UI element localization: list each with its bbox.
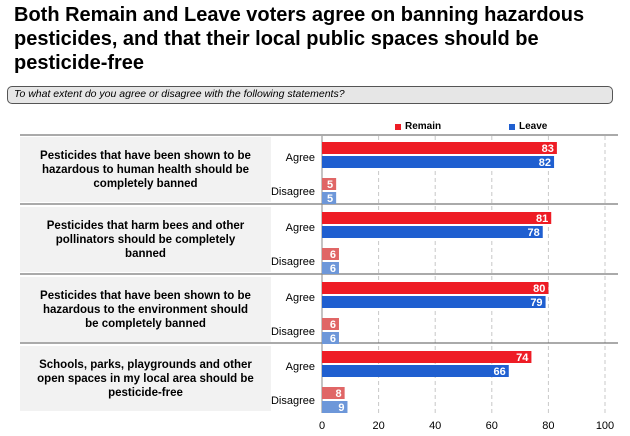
statement-text: Pesticides that have been shown to be hazardous to human health should be completely banned: [40, 149, 251, 190]
response-label-agree: Agree: [285, 152, 315, 164]
x-tick-label: 80: [542, 420, 555, 432]
data-label: 5: [327, 179, 334, 191]
data-label: 6: [329, 249, 336, 261]
response-label-disagree: Disagree: [270, 326, 315, 338]
data-label: 81: [535, 213, 549, 225]
response-label-agree: Agree: [285, 292, 315, 304]
data-label: 6: [329, 333, 336, 345]
x-tick-label: 40: [429, 420, 442, 432]
x-tick-label: 60: [485, 420, 498, 432]
x-tick-label: 0: [318, 420, 326, 432]
bar-leave-agree: [322, 365, 509, 377]
statement-text: Schools, parks, playgrounds and other open spaces in my local area should be pesticide-free: [37, 358, 254, 399]
response-label-disagree: Disagree: [270, 186, 315, 198]
bar-remain-agree: [322, 212, 551, 224]
legend-leave-label: Leave: [519, 121, 548, 132]
data-label: 6: [329, 319, 336, 331]
bar-remain-agree: [322, 142, 557, 154]
bar-leave-agree: [322, 156, 554, 168]
data-label: 78: [527, 227, 540, 239]
legend-remain-label: Remain: [405, 121, 442, 132]
bar-leave-agree: [322, 226, 543, 238]
bar-remain-agree: [322, 282, 548, 294]
response-label-disagree: Disagree: [270, 256, 315, 268]
data-label: 82: [538, 157, 552, 169]
statement-text: Pesticides that harm bees and other pollinators should be completely banned: [46, 219, 245, 260]
data-label: 5: [327, 193, 334, 205]
x-tick-label: 100: [595, 420, 615, 432]
data-label: 80: [533, 283, 546, 295]
statement-text: Pesticides that have been shown to be hazardous to the environment should be completely banned: [40, 289, 251, 330]
data-label: 6: [329, 263, 336, 275]
chart-title: Both Remain and Leave voters agree on banning hazardous pesticides, and that their local public spaces should be pesticide-free: [14, 4, 585, 74]
bar-leave-agree: [322, 296, 546, 308]
response-label-agree: Agree: [285, 222, 315, 234]
data-label: 8: [335, 388, 342, 400]
question-box: To what extent do you agree or disagree with the following statements?: [7, 86, 613, 104]
x-tick-label: 20: [372, 420, 385, 432]
data-label: 74: [516, 352, 529, 364]
data-label: 9: [338, 402, 345, 414]
bar-remain-agree: [322, 351, 531, 363]
response-label-disagree: Disagree: [270, 395, 315, 407]
data-label: 66: [493, 366, 506, 378]
data-label: 83: [541, 143, 554, 155]
response-label-agree: Agree: [285, 361, 315, 373]
data-label: 79: [530, 297, 543, 309]
